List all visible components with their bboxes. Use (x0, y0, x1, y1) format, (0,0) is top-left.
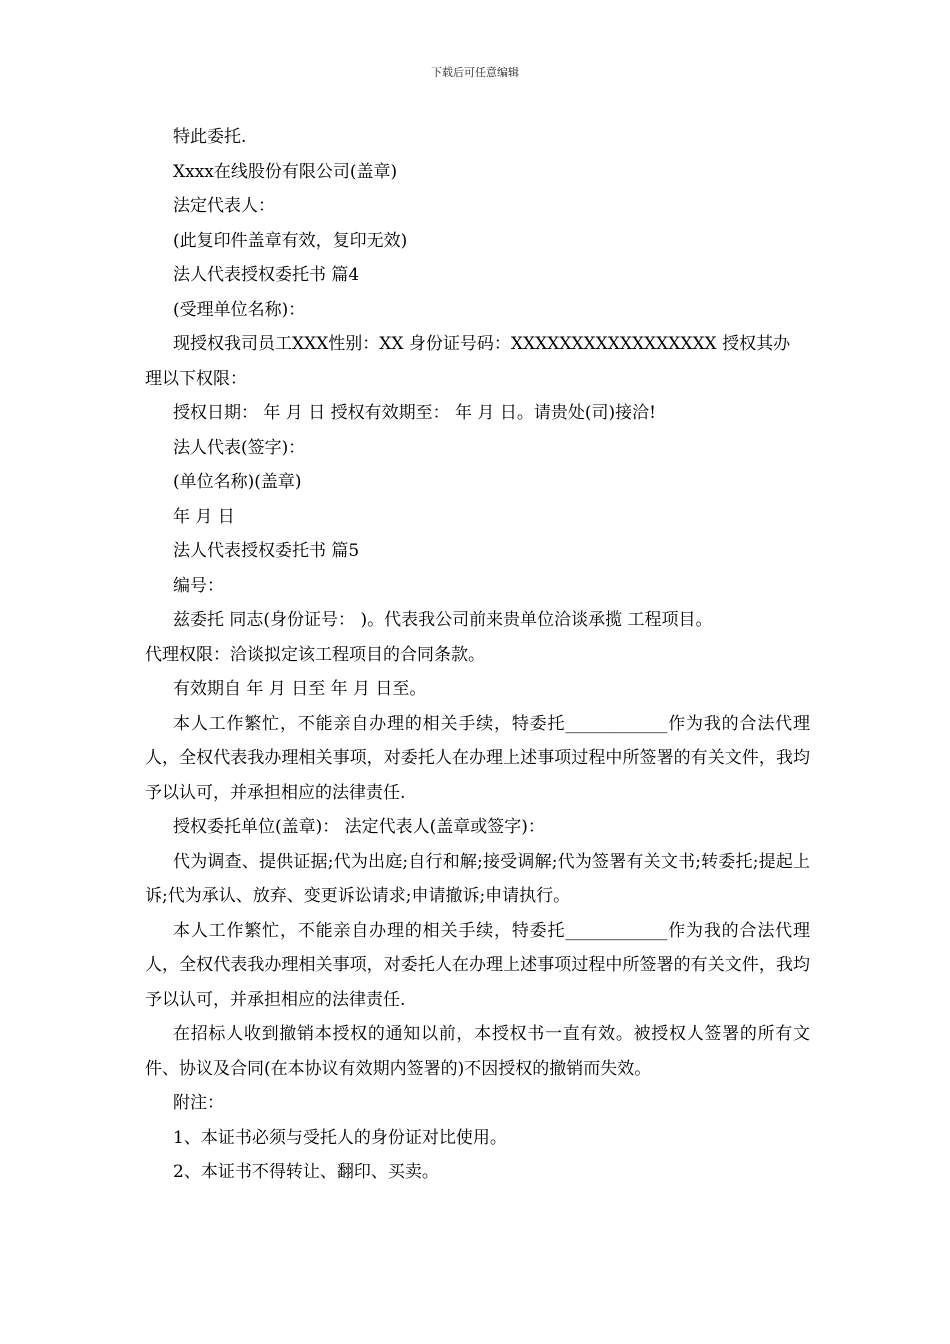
document-body (145, 120, 810, 1190)
unit-seal-line: (单位名称)(盖章) (173, 472, 302, 492)
closing-line: 特此委托. (173, 127, 247, 147)
powers-paragraph: 代为调查、提供证据;代为出庭;自行和解;接受调解;代为签署有关文书;转委托;提起上诉;代为承认、放弃、变更诉讼请求;申请撤诉;申请执行。 (145, 851, 810, 906)
validity-period-line: 有效期自 年 月 日至 年 月 日至。 (173, 679, 427, 699)
delegation-line-first: 兹委托 同志(身份证号： )。代表我公司前来贵单位洽谈承揽 工程项目。 (173, 610, 713, 630)
serial-number-line: 编号： (173, 575, 224, 596)
revocation-paragraph: 在招标人收到撤销本授权的通知以前，本授权书一直有效。被授权人签署的所有文件、协议及合同(在本协议有效期内签署的)不因授权的撤销而失效。 (145, 1024, 810, 1079)
note-item-2: 2、本证书不得转让、翻印、买卖。 (173, 1162, 439, 1182)
proxy-paragraph-2: 本人工作繁忙，不能亲自办理的相关手续，特委托____________作为我的合法代理人，全权代表我办理相关事项，对委托人在办理上述事项过程中所签署的有关文件，我均予以认可，并承担相应的法律责任. (145, 920, 810, 1010)
notes-heading: 附注： (173, 1093, 224, 1113)
company-seal-line: Xxxx在线股份有限公司(盖章) (173, 161, 398, 182)
authorizing-unit-line: 授权委托单位(盖章)： 法定代表人(盖章或签字)： (173, 817, 545, 837)
section-title-5: 法人代表授权委托书 篇5 (173, 541, 360, 561)
section-title-4: 法人代表授权委托书 篇4 (173, 265, 360, 285)
copy-validity-note: (此复印件盖章有效，复印无效) (173, 230, 408, 251)
legal-rep-line: 法定代表人： (173, 196, 275, 216)
authorization-line-first: 现授权我司员工XXX性别：XX 身份证号码：XXXXXXXXXXXXXXXXX 授权其办 (173, 334, 791, 354)
note-item-1: 1、本证书必须与受托人的身份证对比使用。 (173, 1127, 507, 1148)
legal-rep-signature-line: 法人代表(签字)： (173, 437, 306, 458)
page-header: 下载后可任意编辑 (431, 66, 519, 79)
authorization-line-second: 理以下权限： (145, 368, 247, 389)
proxy-paragraph-1: 本人工作繁忙，不能亲自办理的相关手续，特委托____________作为我的合法代理人，全权代表我办理相关事项，对委托人在办理上述事项过程中所签署的有关文件，我均予以认可，并承担相应的法律责任. (145, 713, 810, 803)
recipient-line: (受理单位名称)： (173, 299, 306, 320)
delegation-line-second: 代理权限：洽谈拟定该工程项目的合同条款。 (145, 644, 485, 665)
authorization-date-line: 授权日期： 年 月 日 授权有效期至： 年 月 日。请贵处(司)接洽! (173, 403, 656, 423)
date-line: 年 月 日 (173, 506, 235, 527)
